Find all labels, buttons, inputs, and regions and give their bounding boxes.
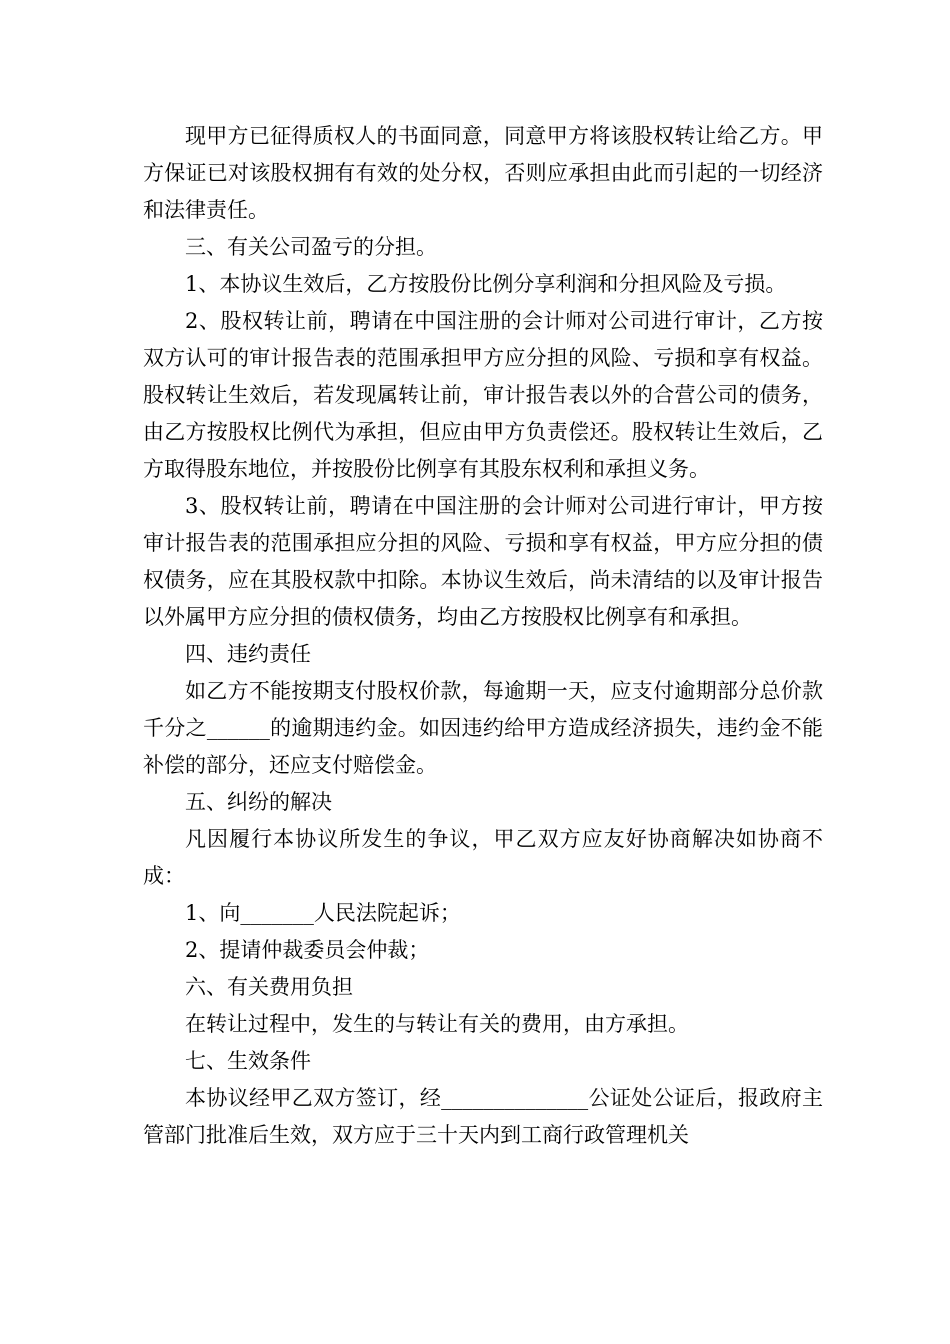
paragraph-pledge-consent: 现甲方已征得质权人的书面同意，同意甲方将该股权转让给乙方。甲方保证已对该股权拥有有效的处分权，否则应承担由此而引起的一切经济和法律责任。 xyxy=(143,124,823,222)
document-body xyxy=(143,118,823,1154)
heading-effective-conditions: 七、生效条件 xyxy=(185,1049,311,1073)
clause-fees: 在转让过程中，发生的与转让有关的费用，由方承担。 xyxy=(185,1012,689,1036)
clause-effective: 本协议经甲乙双方签订，经______________公证处公证后，报政府主管部门批准后生效，双方应于三十天内到工商行政管理机关 xyxy=(143,1086,823,1147)
clause-3-3: 3、股权转让前，聘请在中国注册的会计师对公司进行审计，甲方按审计报告表的范围承担应分担的风险、亏损和享有权益，甲方应分担的债权债务，应在其股权款中扣除。本协议生效后，尚未清结的以及审计报告以外属甲方应分担的债权债务，均由乙方按股权比例享有和承担。 xyxy=(143,494,823,629)
clause-3-1: 1、本协议生效后，乙方按股份比例分享利润和分担风险及亏损。 xyxy=(185,272,787,296)
clause-3-2: 2、股权转让前，聘请在中国注册的会计师对公司进行审计，乙方按双方认可的审计报告表的范围承担甲方应分担的风险、亏损和享有权益。股权转让生效后，若发现属转让前，审计报告表以外的合营公司的债务，由乙方按股权比例代为承担，但应由甲方负责偿还。股权转让生效后，乙方取得股东地位，并按股份比例享有其股东权利和承担义务。 xyxy=(143,309,823,481)
heading-breach-liability: 四、违约责任 xyxy=(185,642,311,666)
clause-dispute: 凡因履行本协议所发生的争议，甲乙双方应友好协商解决如协商不成： xyxy=(143,827,823,888)
heading-fees: 六、有关费用负担 xyxy=(185,975,353,999)
clause-dispute-1: 1、向_______人民法院起诉； xyxy=(185,901,461,925)
clause-dispute-2: 2、提请仲裁委员会仲裁； xyxy=(185,938,430,962)
clause-breach: 如乙方不能按期支付股权价款，每逾期一天，应支付逾期部分总价款千分之______的逾期违约金。如因违约给甲方造成经济损失，违约金不能补偿的部分，还应支付赔偿金。 xyxy=(143,679,823,777)
heading-dispute-resolution: 五、纠纷的解决 xyxy=(185,790,332,814)
heading-profit-loss-sharing: 三、有关公司盈亏的分担。 xyxy=(185,235,437,259)
